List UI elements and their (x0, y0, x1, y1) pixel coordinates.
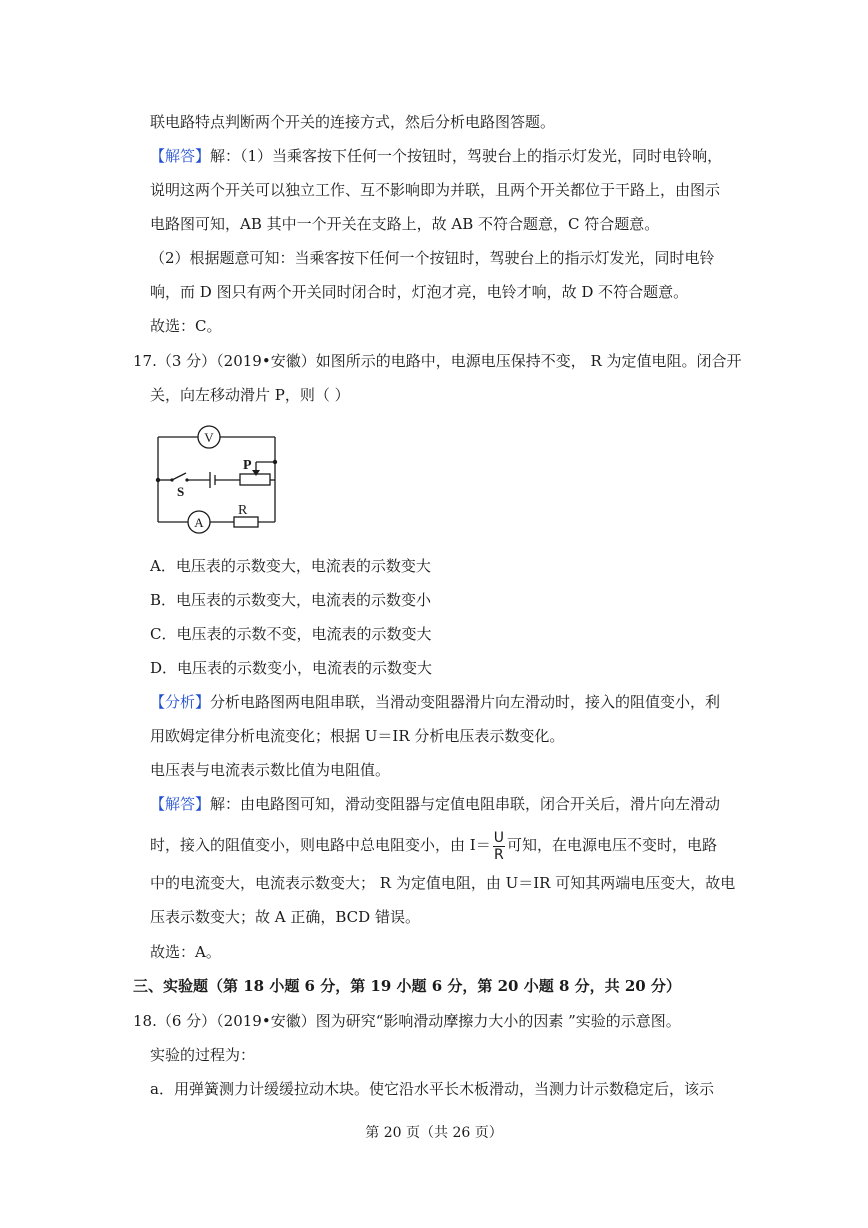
text-span: 可知，在电源电压不变时，电路 (506, 836, 717, 854)
circuit-diagram (148, 420, 288, 540)
fraction-denominator: R (493, 846, 504, 863)
text-line: 实验的过程为： (150, 1046, 256, 1064)
text-line (150, 829, 717, 863)
question-17: 17.（3 分）（2019•安徽）如图所示的电路中，电源电压保持不变， R 为定值电阻。闭合开 (133, 352, 742, 370)
fraction (493, 830, 505, 863)
text-line: 压表示数变大；故 A 正确，BCD 错误。 (150, 908, 420, 926)
text-line: 响，而 D 图只有两个开关同时闭合时，灯泡才亮，电铃才响，故 D 不符合题意。 (150, 283, 689, 301)
page-footer: 第 20 页（共 26 页） (365, 1125, 503, 1141)
text-line: 说明这两个开关可以独立工作、互不影响即为并联，且两个开关都位于干路上，由图示 (150, 181, 721, 199)
text-line: （2）根据题意可知：当乘客按下任何一个按钮时，驾驶台上的指示灯发光，同时电铃 (150, 249, 715, 267)
answer-tag: 【解答】 (150, 795, 211, 813)
question-18: 18.（6 分）（2019•安徽）图为研究“影响滑动摩擦力大小的因素 ”实验的示意图。 (133, 1012, 681, 1030)
text-line: 联电路特点判断两个开关的连接方式，然后分析电路图答题。 (150, 113, 556, 131)
junction-dot (273, 460, 277, 464)
text-span: 解：（1）当乘客按下任何一个按钮时，驾驶台上的指示灯发光，同时电铃响， (210, 147, 723, 165)
text-line: 故选：A。 (150, 943, 221, 961)
text-line: 故选：C。 (150, 317, 222, 335)
answer-tag: 【解答】 (150, 147, 211, 165)
text-line: 中的电流变大，电流表示数变大； R 为定值电阻，由 U＝IR 可知其两端电压变大，故电 (150, 874, 736, 892)
junction-dot (156, 478, 160, 482)
text-line: 电路图可知，AB 其中一个开关在支路上，故 AB 不符合题意，C 符合题意。 (150, 215, 660, 233)
section-heading: 三、实验题（第 18 小题 6 分，第 19 小题 6 分，第 20 小题 8 分，共 20 分） (133, 977, 681, 995)
slider-label: P (243, 458, 252, 473)
text-line (150, 692, 720, 712)
text-span: 分析电路图两电阻串联，当滑动变阻器滑片向左滑动时，接入的阻值变小，利 (210, 693, 721, 711)
option-d: D．电压表的示数变小，电流表的示数变大 (150, 659, 433, 677)
switch-contact (170, 478, 173, 481)
text-line (150, 794, 720, 814)
text-span: 时，接入的阻值变小，则电路中总电阻变小，由 I＝ (150, 836, 491, 854)
text-line (150, 146, 722, 166)
text-line: a．用弹簧测力计缓缓拉动木块。使它沿水平长木板滑动，当测力计示数稳定后，该示 (150, 1080, 714, 1098)
rheostat-body (240, 474, 270, 485)
resistor-label: R (238, 503, 248, 518)
ammeter-label: A (194, 515, 204, 530)
option-c: C．电压表的示数不变，电流表的示数变大 (150, 625, 432, 643)
text-line: 电压表与电流表示数比值为电阻值。 (150, 761, 391, 779)
text-span: 解：由电路图可知，滑动变阻器与定值电阻串联，闭合开关后，滑片向左滑动 (210, 795, 721, 813)
option-b: B．电压表的示数变大，电流表的示数变小 (150, 591, 432, 609)
option-a: A．电压表的示数变大，电流表的示数变大 (150, 557, 431, 575)
voltmeter-label: V (204, 430, 214, 445)
switch-blade (172, 473, 186, 480)
text-line: 关，向左移动滑片 P，则（ ） (150, 386, 350, 404)
analysis-tag: 【分析】 (150, 693, 211, 711)
switch-contact (185, 478, 188, 481)
switch-label: S (177, 484, 185, 499)
fraction-numerator: U (493, 829, 504, 846)
text-line: 用欧姆定律分析电流变化；根据 U＝IR 分析电压表示数变化。 (150, 727, 565, 745)
slider-arrow-head (252, 470, 260, 476)
resistor-body (234, 517, 258, 527)
